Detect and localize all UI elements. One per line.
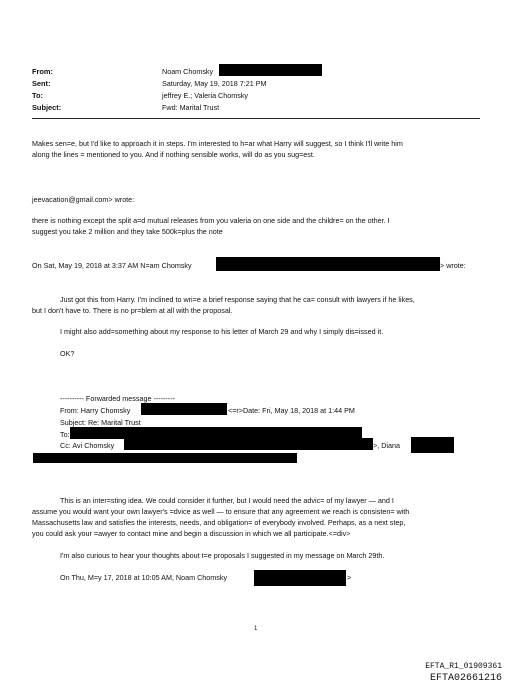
forward-to: To:: [60, 430, 70, 439]
forward-from: From: Harry Chomsky: [60, 406, 131, 415]
quote-header: >: [347, 573, 352, 582]
quote-header: jeevacation@gmail.com> wrote:: [32, 195, 135, 204]
page-number: 1: [254, 626, 258, 632]
redaction-bar: [124, 438, 373, 450]
body-text: but I don't have to. There is no pr=blem at all with the proposal.: [32, 306, 233, 315]
redaction-bar: [219, 64, 322, 76]
from-value: Noam Chomsky: [162, 67, 214, 76]
body-text: you could ask your =awyer to contact mine and begin a discussion in which we all participate.<=div>: [32, 529, 351, 538]
redaction-bar: [411, 437, 454, 453]
header-divider: [32, 118, 480, 119]
forward-subject: Subject: Re: Marital Trust: [60, 418, 141, 427]
subject-value: Fwd: Marital Trust: [162, 103, 220, 112]
body-text: along the lines = mentioned to you. And if nothing sensible works, will do as you sug=est.: [32, 150, 315, 159]
body-text: Massachusetts law and satisfies the interests, needs, and obligation= of everybody involved. Perhaps, as a next step,: [32, 518, 406, 527]
body-text: Makes sen=e, but I'd like to approach it in steps. I'm interested to h=ar what Harry will suggest, so I think I'll write him: [32, 139, 403, 148]
bates-number-primary: EFTA02661216: [429, 673, 502, 684]
body-text: This is an inter=sting idea. We could consider it further, but I would need the advic= of my lawyer — and I: [60, 496, 394, 505]
subject-label: Subject:: [32, 103, 62, 112]
redaction-bar: [254, 570, 346, 586]
quote-header: On Thu, M=y 17, 2018 at 10:05 AM, Noam Chomsky: [60, 573, 228, 582]
sent-value: Saturday, May 19, 2018 7:21 PM: [162, 79, 267, 88]
to-value: jeffrey E.; Valeria Chomsky: [162, 91, 249, 100]
forward-cc: Cc: Avi Chomsky: [60, 441, 115, 450]
forward-date: <=r>Date: Fri, May 18, 2018 at 1:44 PM: [228, 406, 355, 415]
body-text: suggest you take 2 million and they take 500k=plus the note: [32, 227, 223, 236]
redaction-bar: [33, 453, 297, 463]
body-text: OK?: [60, 349, 75, 358]
body-text: assume you would want your own lawyer's =dvice as well — to ensure that any agreement we reach is consisten= with: [32, 507, 410, 516]
bates-number-secondary: EFTA_R1_01909361: [425, 662, 502, 671]
body-text: I might also add=something about my response to his letter of March 29 and why I simply dis=issed it.: [60, 327, 384, 336]
forward-marker: ---------- Forwarded message ---------: [60, 394, 175, 403]
quote-header: > wrote:: [440, 261, 466, 270]
sent-label: Sent:: [32, 79, 51, 88]
body-text: there is nothing except the split a=d mutual releases from you valeria on one side and the childre= on the other. I: [32, 216, 390, 225]
forward-cc: >, Diana: [373, 441, 400, 450]
quote-header: On Sat, May 19, 2018 at 3:37 AM N=am Chomsky: [32, 261, 192, 270]
from-label: From:: [32, 67, 53, 76]
to-label: To:: [32, 91, 43, 100]
body-text: I'm also curious to hear your thoughts about t=e proposals I suggested in my message on March 29th.: [60, 551, 385, 560]
redaction-bar: [216, 257, 440, 271]
redaction-bar: [141, 403, 227, 415]
body-text: Just got this from Harry. I'm inclined to wri=e a brief response saying that he ca= consult with lawyers if he likes,: [60, 295, 415, 304]
